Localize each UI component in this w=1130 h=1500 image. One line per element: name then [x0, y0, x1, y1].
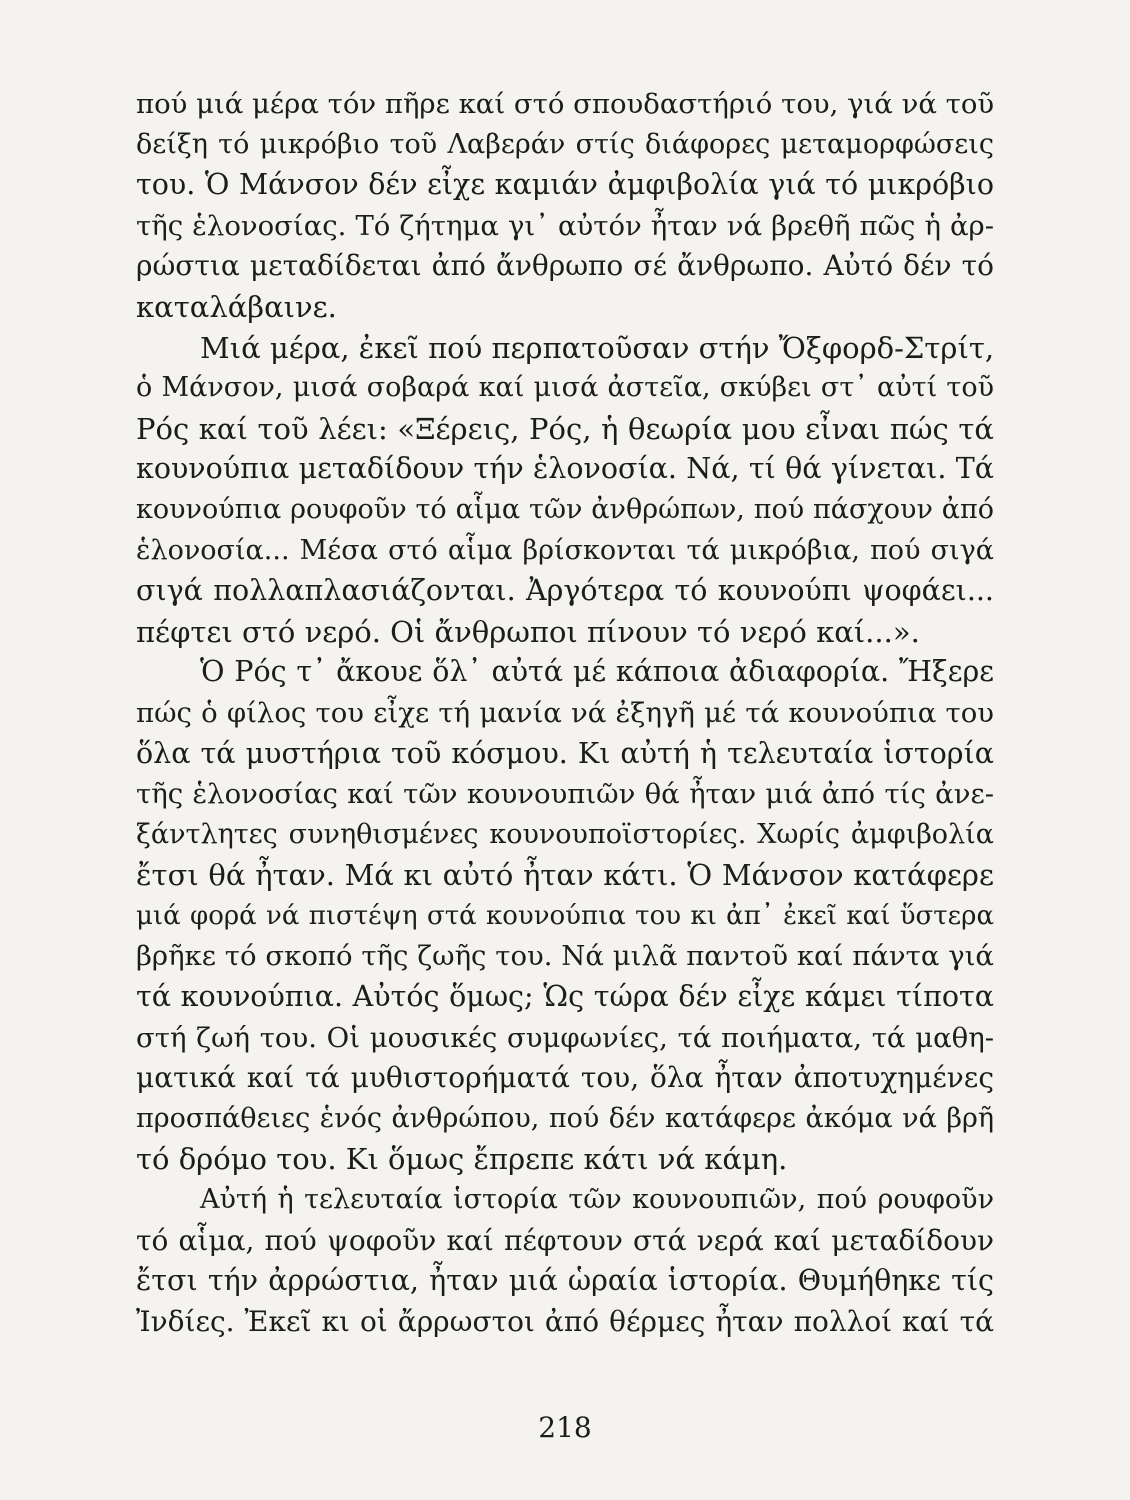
text-line: Αὐτή ἡ τελευταία ἱστορία τῶν κουνουπιῶν, πού ρουφοῦν — [200, 1184, 994, 1216]
text-line: σιγά πολλαπλασιάζονται. Ἀργότερα τό κουνούπι ψοφάει... — [136, 574, 994, 608]
text-line: τῆς ἑλονοσίας. Τό ζήτημα γι᾽ αὐτόν ἦταν νά βρεθῆ πῶς ἡ ἀρ- — [136, 209, 994, 242]
text-line: ἑλονοσία... Μέσα στό αἷμα βρίσκονται τά μικρόβια, πού σιγά — [136, 534, 994, 566]
text-line: πού μιά μέρα τόν πῆρε καί στό σπουδαστήριό του, γιά νά τοῦ — [136, 88, 995, 120]
text-line: βρῆκε τό σκοπό τῆς ζωῆς του. Νά μιλᾶ παντοῦ καί πάντα γιά — [136, 940, 994, 973]
text-line: πώς ὁ φίλος του εἶχε τή μανία νά ἐξηγῆ μέ τά κουνούπια του — [136, 696, 994, 729]
text-line: ὁ Μάνσον, μισά σοβαρά καί μισά ἀστεῖα, σκύβει στ᾽ αὐτί τοῦ — [136, 372, 994, 404]
body-text — [136, 84, 994, 1342]
page-number: 218 — [538, 1411, 592, 1444]
text-line: μιά φορά νά πιστέψη στά κουνούπια του κι ἀπ᾽ ἐκεῖ καί ὕστερα — [136, 900, 994, 931]
text-line: πέφτει στό νερό. Οἱ ἄνθρωποι πίνουν τό νερό καί...». — [136, 614, 920, 649]
text-line: ματικά καί τά μυθιστορήματά του, ὅλα ἦταν ἀποτυχημένες — [136, 1061, 994, 1095]
text-line: δείξη τό μικρόβιο τοῦ Λαβεράν στίς διάφορες μεταμορφώσεις — [136, 128, 994, 160]
text-line: στή ζωή του. Οἱ μουσικές συμφωνίες, τά ποιήματα, τά μαθη- — [136, 1021, 994, 1054]
text-line: ὅλα τά μυστήρια τοῦ κόσμου. Κι αὐτή ἡ τελευταία ἱστορία — [136, 736, 994, 770]
text-line: τό αἷμα, πού ψοφοῦν καί πέφτουν στά νερά καί μεταδίδουν — [136, 1223, 994, 1257]
text-line: τά κουνούπια. Αὐτός ὅμως; Ὡς τώρα δέν εἶχε κάμει τίποτα — [136, 980, 994, 1014]
text-line: ρώστια μεταδίδεται ἀπό ἄνθρωπο σέ ἄνθρωπο. Αὐτό δέν τό — [136, 249, 994, 283]
text-line: τό δρόμο του. Κι ὅμως ἔπρεπε κάτι νά κάμη. — [136, 1142, 788, 1177]
text-line: Ὁ Ρός τ᾽ ἄκουε ὅλ᾽ αὐτά μέ κάποια ἀδιαφορία. Ἤξερε — [200, 655, 994, 689]
text-line: του. Ὁ Μάνσον δέν εἶχε καμιάν ἀμφιβολία γιά τό μικρόβιο — [136, 168, 994, 202]
text-line: ξάντλητες συνηθισμένες κουνουποϊστορίες. Χωρίς ἀμφιβολία — [136, 818, 994, 850]
text-line: προσπάθειες ἑνός ἀνθρώπου, πού δέν κατάφερε ἀκόμα νά βρῆ — [136, 1102, 994, 1134]
text-line: τῆς ἑλονοσίας καί τῶν κουνουπιῶν θά ἦταν μιά ἀπό τίς ἀνε- — [136, 778, 994, 811]
text-line: Ἰνδίες. Ἐκεῖ κι οἱ ἄρρωστοι ἀπό θέρμες ἦταν πολλοί καί τά — [136, 1304, 994, 1338]
text-line: Μιά μέρα, ἐκεῖ πού περπατοῦσαν στήν Ὄξφορδ-Στρίτ, — [200, 330, 995, 365]
text-line: ἔτσι θά ἦταν. Μά κι αὐτό ἦταν κάτι. Ὁ Μάνσον κατάφερε — [136, 858, 994, 893]
text-line: Ρός καί τοῦ λέει: «Ξέρεις, Ρός, ἡ θεωρία μου εἶναι πώς τά — [136, 411, 994, 446]
text-line: κουνούπια μεταδίδουν τήν ἑλονοσία. Νά, τί θά γίνεται. Τά — [136, 452, 994, 486]
text-line: καταλάβαινε. — [136, 289, 337, 324]
text-line: ἔτσι τήν ἀρρώστια, ἦταν μιά ὡραία ἱστορία. Θυμήθηκε τίς — [136, 1264, 994, 1298]
text-line: κουνούπια ρουφοῦν τό αἷμα τῶν ἀνθρώπων, πού πάσχουν ἀπό — [136, 493, 994, 525]
